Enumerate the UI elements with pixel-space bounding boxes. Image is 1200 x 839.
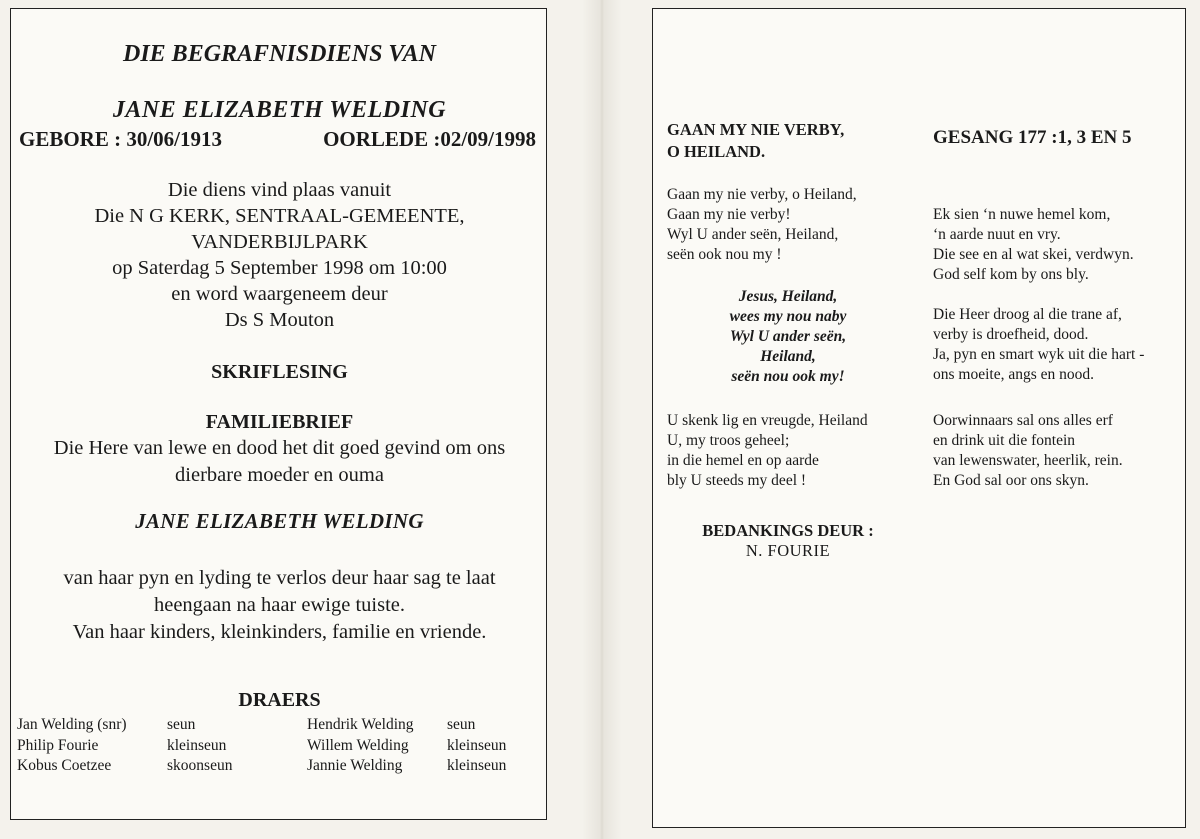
deceased-name: JANE ELIZABETH WELDING <box>112 97 447 123</box>
verse-line: seën ook nou my ! <box>667 246 782 263</box>
table-row <box>17 715 527 736</box>
verse-line: wees my nou naby <box>729 308 847 325</box>
family-letter-heading: FAMILIEBRIEF <box>205 411 354 433</box>
funeral-program-left-page <box>10 8 547 820</box>
verse-line: Ja, pyn en smart wyk uit die hart - <box>933 346 1145 363</box>
verse-line: Oorwinnaars sal ons alles erf <box>933 412 1113 429</box>
verse-line: Heiland, <box>760 348 816 365</box>
verse-line: Jesus, Heiland, <box>738 288 838 305</box>
service-line: en word waargeneem deur <box>171 283 388 305</box>
paper-fold <box>582 0 622 839</box>
verse-line: in die hemel en op aarde <box>667 452 819 469</box>
hymn-title-line: O HEILAND. <box>667 142 766 161</box>
service-line: Die diens vind plaas vanuit <box>167 179 392 201</box>
verse-line: Wyl U ander seën, Heiland, <box>667 226 839 243</box>
family-letter-body <box>11 565 548 646</box>
verse-line: God self kom by ons bly. <box>933 266 1089 283</box>
verse-line: Ek sien ‘n nuwe hemel kom, <box>933 206 1111 223</box>
service-line: op Saterdag 5 September 1998 om 10:00 <box>112 257 447 279</box>
bearer-name: Kobus Coetzee <box>17 757 112 774</box>
thanks-heading: BEDANKINGS DEUR : <box>702 521 874 540</box>
birth-date: GEBORE : 30/06/1913 <box>19 127 223 151</box>
scripture-reading-heading: SKRIFLESING <box>211 361 348 383</box>
verse-line: en drink uit die fontein <box>933 432 1076 449</box>
hymn-verse <box>933 305 1144 385</box>
table-row <box>17 756 527 777</box>
hymn-verse <box>667 185 857 265</box>
verse-line: U skenk lig en vreugde, Heiland <box>667 412 868 429</box>
service-line: Ds S Mouton <box>224 309 335 331</box>
bearer-relation: skoonseun <box>167 757 233 774</box>
service-line: Die N G KERK, SENTRAAL-GEMEENTE, <box>94 205 465 227</box>
bearer-relation: kleinseun <box>447 736 507 754</box>
family-letter-intro <box>11 435 548 489</box>
verse-line: bly U steeds my deel ! <box>667 472 807 489</box>
verse-line: ‘n aarde nuut en vry. <box>933 226 1061 243</box>
bearer-relation: kleinseun <box>167 736 227 754</box>
letter-line: van haar pyn en lyding te verlos deur haar sag te laat <box>63 567 496 589</box>
hymn-verse <box>933 205 1134 285</box>
bearer-relation: seun <box>447 716 476 733</box>
funeral-program-right-page <box>652 8 1186 828</box>
hymn-title: GESANG 177 :1, 3 EN 5 <box>933 127 1132 148</box>
pallbearers-table <box>17 715 527 777</box>
bearer-name: Hendrik Welding <box>307 716 414 733</box>
hymn-verse <box>667 411 868 491</box>
table-row <box>17 736 527 757</box>
verse-line: van lewenswater, heerlik, rein. <box>933 452 1123 469</box>
letter-line: Die Here van lewe en dood het dit goed gevind om ons <box>53 437 506 459</box>
thanks-name: N. FOURIE <box>745 541 831 560</box>
bearer-name: Jannie Welding <box>307 757 403 774</box>
service-line: VANDERBIJLPARK <box>191 231 368 253</box>
bearer-relation: seun <box>167 716 196 733</box>
bearer-name: Jan Welding (snr) <box>17 716 127 733</box>
verse-line: Gaan my nie verby, o Heiland, <box>667 186 857 203</box>
verse-line: Die see en al wat skei, verdwyn. <box>933 246 1134 263</box>
letter-line: Van haar kinders, kleinkinders, familie en vriende. <box>72 621 487 643</box>
verse-line: verby is droefheid, dood. <box>933 326 1089 343</box>
bearer-name: Willem Welding <box>307 736 409 754</box>
death-date: OORLEDE :02/09/1998 <box>323 127 536 151</box>
verse-line: Gaan my nie verby! <box>667 206 791 223</box>
verse-line: U, my troos geheel; <box>667 432 790 449</box>
letter-line: dierbare moeder en ouma <box>175 464 384 486</box>
hymn-title-line: GAAN MY NIE VERBY, <box>667 120 845 139</box>
program-title: DIE BEGRAFNISDIENS VAN <box>123 41 436 67</box>
verse-line: ons moeite, angs en nood. <box>933 366 1095 383</box>
hymn-verse <box>933 411 1123 491</box>
verse-line: En God sal oor ons skyn. <box>933 472 1089 489</box>
hymn-title <box>667 119 844 163</box>
bearer-relation: kleinseun <box>447 757 507 774</box>
service-details <box>11 177 548 333</box>
bearer-name: Philip Fourie <box>17 736 99 754</box>
pallbearers-heading: DRAERS <box>238 689 321 711</box>
hymn-chorus <box>653 287 923 387</box>
verse-line: seën nou ook my! <box>731 368 845 385</box>
verse-line: Die Heer droog al die trane af, <box>933 306 1122 323</box>
letter-line: heengaan na haar ewige tuiste. <box>153 594 405 616</box>
verse-line: Wyl U ander seën, <box>729 328 847 345</box>
letter-deceased-name: JANE ELIZABETH WELDING <box>135 509 424 533</box>
